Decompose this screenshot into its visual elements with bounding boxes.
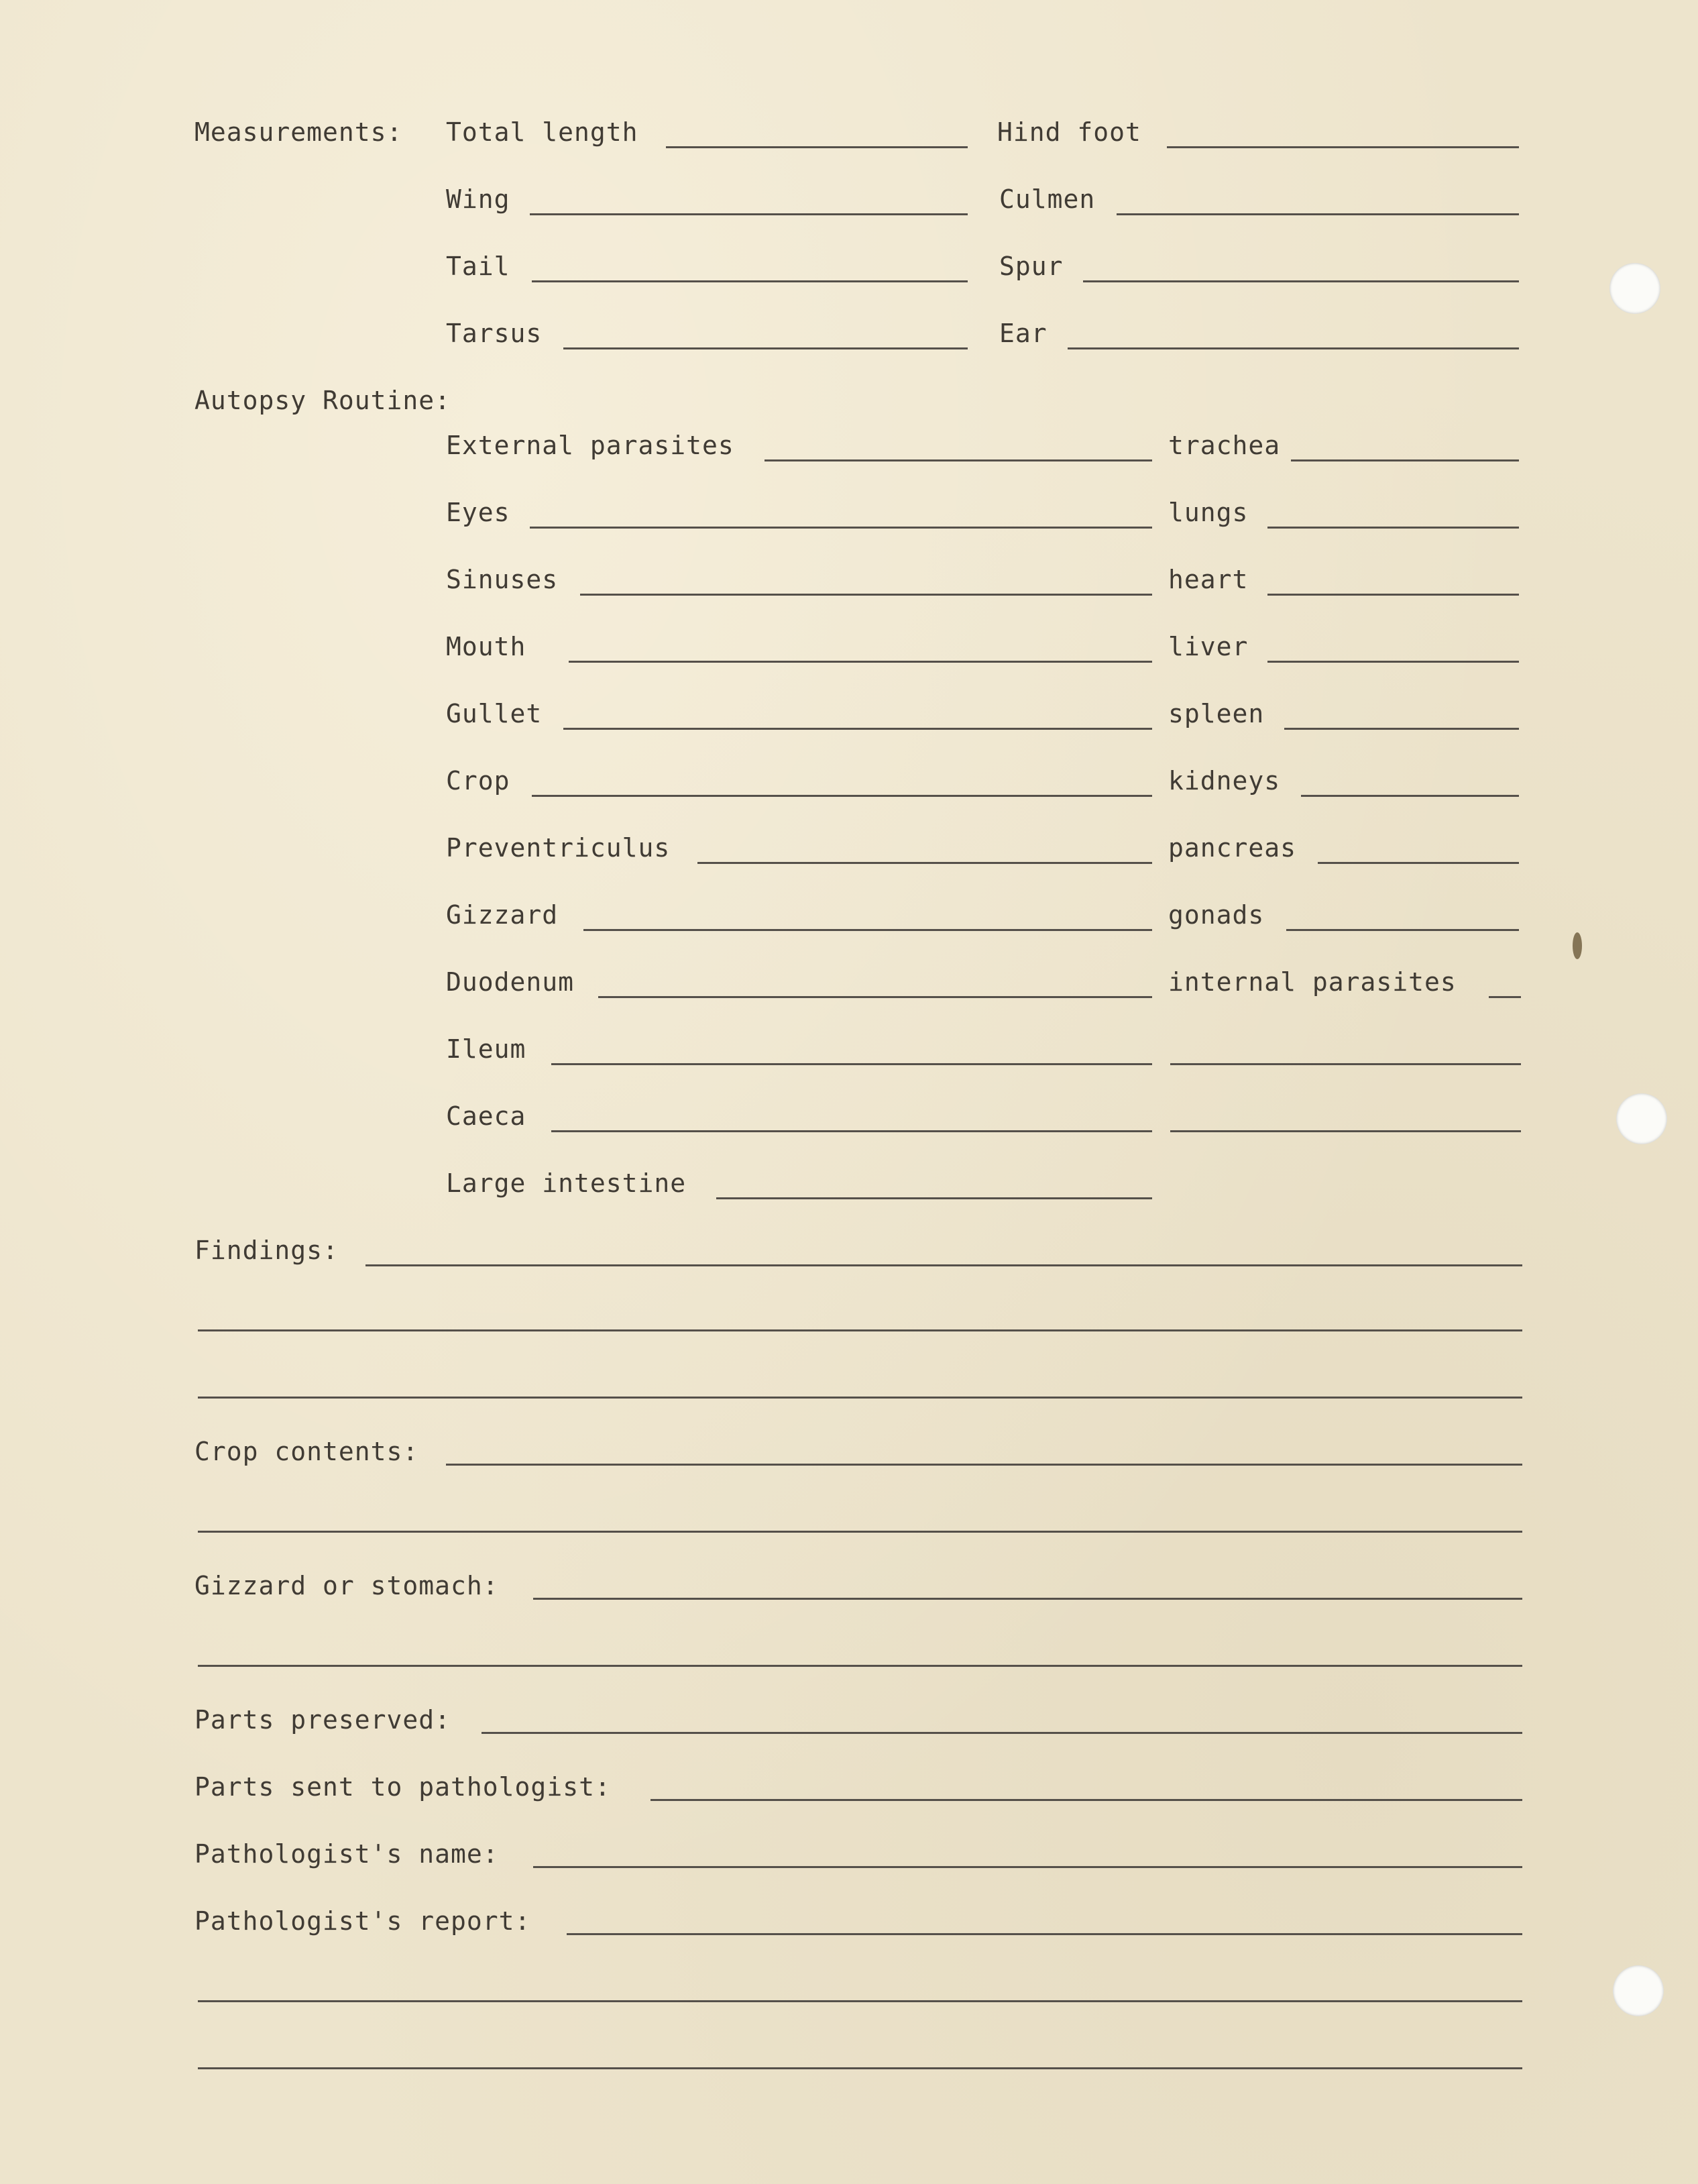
- gonads-field[interactable]: [1286, 929, 1519, 931]
- autopsy-item-liver: liver: [1168, 632, 1249, 661]
- measurements-heading: Measurements:: [194, 117, 403, 147]
- eyes-field[interactable]: [530, 527, 1152, 529]
- extra-right-field-2[interactable]: [1170, 1130, 1521, 1132]
- autopsy-heading: Autopsy Routine:: [194, 386, 451, 415]
- parts-sent-label: Parts sent to pathologist:: [194, 1772, 611, 1802]
- kidneys-field[interactable]: [1301, 795, 1519, 797]
- autopsy-item-internal-parasites: internal parasites: [1168, 967, 1457, 997]
- hind-foot-field[interactable]: [1167, 146, 1519, 148]
- culmen-field[interactable]: [1117, 213, 1519, 215]
- gizzard-or-stomach-field-2[interactable]: [198, 1665, 1522, 1667]
- crop-contents-label: Crop contents:: [194, 1437, 419, 1466]
- heart-field[interactable]: [1267, 594, 1519, 596]
- pathologist-report-label: Pathologist's report:: [194, 1906, 531, 1936]
- autopsy-item-eyes: Eyes: [446, 498, 510, 527]
- pathologist-name-field[interactable]: [533, 1866, 1522, 1868]
- tarsus-field[interactable]: [563, 347, 968, 349]
- autopsy-item-heart: heart: [1168, 565, 1249, 594]
- liver-field[interactable]: [1267, 661, 1519, 663]
- spur-field[interactable]: [1083, 280, 1519, 282]
- caeca-field[interactable]: [551, 1130, 1152, 1132]
- lungs-field[interactable]: [1267, 527, 1519, 529]
- pathologist-name-label: Pathologist's name:: [194, 1839, 499, 1869]
- autopsy-item-trachea: trachea: [1168, 431, 1281, 460]
- trachea-field[interactable]: [1291, 459, 1519, 461]
- duodenum-field[interactable]: [598, 996, 1152, 998]
- total-length-label: Total length: [446, 117, 638, 147]
- findings-field-3[interactable]: [198, 1397, 1522, 1399]
- pancreas-field[interactable]: [1318, 862, 1519, 864]
- mouth-field[interactable]: [569, 661, 1152, 663]
- gizzard-or-stomach-label: Gizzard or stomach:: [194, 1571, 499, 1600]
- autopsy-item-kidneys: kidneys: [1168, 766, 1281, 796]
- punch-hole-middle: [1616, 1093, 1667, 1144]
- autopsy-item-spleen: spleen: [1168, 699, 1265, 728]
- crop-contents-field-2[interactable]: [198, 1531, 1522, 1533]
- total-length-field[interactable]: [666, 146, 968, 148]
- punch-hole-top: [1609, 263, 1660, 314]
- autopsy-item-mouth: Mouth: [446, 632, 526, 661]
- findings-label: Findings:: [194, 1236, 339, 1265]
- external-parasites-field[interactable]: [765, 459, 1152, 461]
- punch-hole-bottom: [1613, 1965, 1664, 2016]
- gullet-field[interactable]: [563, 728, 1152, 730]
- internal-parasites-field[interactable]: [1489, 996, 1521, 998]
- autopsy-item-duodenum: Duodenum: [446, 967, 575, 997]
- autopsy-item-pancreas: pancreas: [1168, 833, 1297, 863]
- wing-field[interactable]: [530, 213, 968, 215]
- gizzard-field[interactable]: [583, 929, 1152, 931]
- ileum-field[interactable]: [551, 1063, 1152, 1065]
- autopsy-item-large-intestine: Large intestine: [446, 1168, 687, 1198]
- autopsy-item-lungs: lungs: [1168, 498, 1249, 527]
- spleen-field[interactable]: [1284, 728, 1519, 730]
- wing-label: Wing: [446, 184, 510, 214]
- parts-preserved-label: Parts preserved:: [194, 1705, 451, 1735]
- autopsy-item-crop: Crop: [446, 766, 510, 796]
- crop-contents-field-1[interactable]: [446, 1464, 1522, 1466]
- tail-label: Tail: [446, 252, 510, 281]
- autopsy-item-gonads: gonads: [1168, 900, 1265, 930]
- parts-preserved-field[interactable]: [482, 1732, 1522, 1734]
- autopsy-item-preventriculus: Preventriculus: [446, 833, 671, 863]
- autopsy-item-external-parasites: External parasites: [446, 431, 734, 460]
- parts-sent-field[interactable]: [650, 1799, 1522, 1801]
- autopsy-item-gullet: Gullet: [446, 699, 543, 728]
- autopsy-item-ileum: Ileum: [446, 1034, 526, 1064]
- large-intestine-field[interactable]: [716, 1197, 1152, 1199]
- ink-stain: [1573, 932, 1582, 959]
- pathologist-report-field-1[interactable]: [567, 1933, 1522, 1935]
- pathologist-report-field-2[interactable]: [198, 2000, 1522, 2002]
- culmen-label: Culmen: [999, 184, 1096, 214]
- ear-field[interactable]: [1068, 347, 1519, 349]
- gizzard-or-stomach-field-1[interactable]: [533, 1598, 1522, 1600]
- preventriculus-field[interactable]: [697, 862, 1152, 864]
- sinuses-field[interactable]: [580, 594, 1152, 596]
- pathologist-report-field-3[interactable]: [198, 2067, 1522, 2069]
- autopsy-item-caeca: Caeca: [446, 1101, 526, 1131]
- crop-field[interactable]: [532, 795, 1152, 797]
- findings-field-2[interactable]: [198, 1329, 1522, 1331]
- hind-foot-label: Hind foot: [997, 117, 1141, 147]
- spur-label: Spur: [999, 252, 1064, 281]
- ear-label: Ear: [999, 319, 1048, 348]
- autopsy-item-sinuses: Sinuses: [446, 565, 559, 594]
- autopsy-item-gizzard: Gizzard: [446, 900, 559, 930]
- tail-field[interactable]: [532, 280, 968, 282]
- tarsus-label: Tarsus: [446, 319, 543, 348]
- extra-right-field-1[interactable]: [1170, 1063, 1521, 1065]
- findings-field-1[interactable]: [365, 1264, 1522, 1266]
